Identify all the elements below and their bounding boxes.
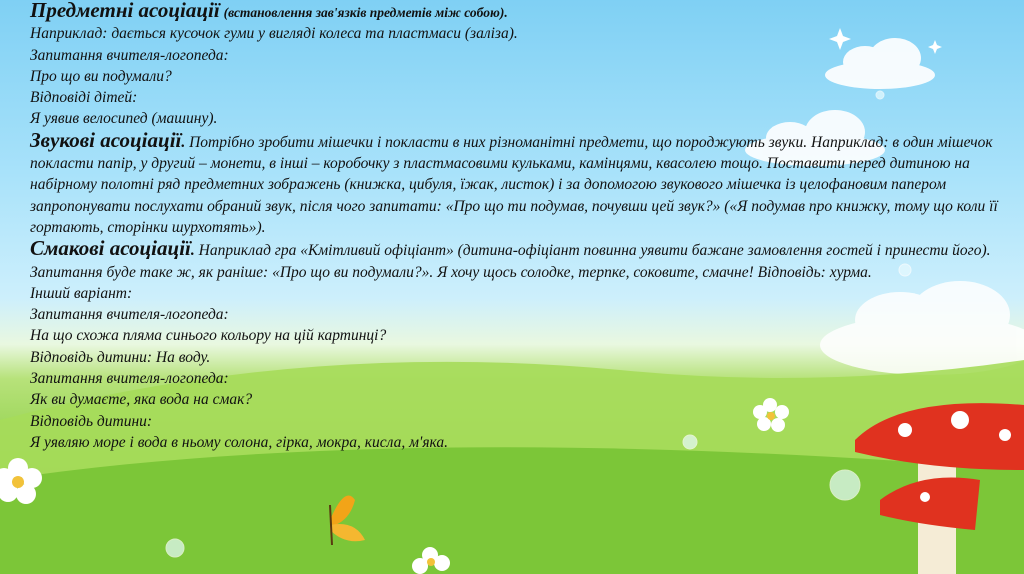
text-line: Запитання вчителя-логопеда: <box>30 46 229 64</box>
text-line: Наприклад: дається кусочок гуми у вигляді колеса та пластмаси (заліза). <box>30 25 518 43</box>
text-line: Відповідь дитини: На воду. <box>30 348 211 366</box>
text-line: Як ви думаєте, яка вода на смак? <box>30 391 253 409</box>
text-line: Я уявив велосипед (машину). <box>30 110 218 128</box>
text-line: На що схожа пляма синього кольору на цій картинці? <box>30 327 387 345</box>
text-line: Запитання вчителя-логопеда: <box>30 370 229 388</box>
text-line: Я уявляю море і вода в ньому солона, гірка, мокра, кисла, м'яка. <box>30 433 449 451</box>
hill <box>0 447 1024 574</box>
alt-variant-label: Інший варіант: <box>30 284 133 302</box>
heading-sound-associations: Звукові асоціації <box>30 127 182 152</box>
heading-taste-associations: Смакові асоціації <box>30 236 191 261</box>
heading-object-associations: Предметні асоціації <box>30 0 220 22</box>
paragraph-sound-associations: Потрібно зробити мішечки і покласти в них різноманітні предмети, що породжують звуки. Наприклад: в один мішечок покласти папір, у другий – монети, в інші – коробочку з пластмасовими кульками, камінцями, квасолею тощо. Поставити перед дитиною на набірному полотні ряд предметних зображень (книжка, цибуля, їжак, листок) і за допомогою звукового мішечка із целофановим папером запропонувати послухати обраний звук, після чого запитати: «Про що ти подумав, почувши цей звук?» («Я подумав про книжку, тому що коли її гортають, сторінки шурхотять»). <box>30 133 998 236</box>
text-line: Відповіді дітей: <box>30 89 138 107</box>
text-line: Запитання вчителя-логопеда: <box>30 306 229 324</box>
subheading-object-associations: (встановлення зав'язків предметів між собою). <box>223 5 508 20</box>
paragraph-taste-associations: Наприклад гра «Кмітливий офіціант» (дитина-офіціант повинна уявити бажане замовлення гостей і принести його). Запитання буде таке ж, як раніше: «Про що ви подумали?». Я хочу щось солодке, терпке, соковите, смачне! Відповідь: хурма. <box>30 242 991 281</box>
text-line: Про що ви подумали? <box>30 67 172 85</box>
text-line: Відповідь дитини: <box>30 412 153 430</box>
slide-text: Предметні асоціації (встановлення зав'язків предметів між собою). Наприклад: дається кусочок гуми у вигляді колеса та пластмаси (заліза). Запитання вчителя-логопеда: Про що ви подумали? Відповіді дітей: Я уявив велосипед (машину). Звукові асоціації. Потрібно зробити мішечки і покласти в них різноманітні предмети, що породжують звуки. Наприклад: в один мішечок покласти папір, у другий – монети, в інші – коробочку з пластмасовими кульками, камінцями, квасолею тощо. Поставити перед дитиною на набірному полотні ряд предметних зображень (книжка, цибуля, їжак, листок) і за допомогою звукового мішечка із целофановим папером запропонувати послухати обраний звук, після чого запитати: «Про що ти подумав, почувши цей звук?» («Я подумав про книжку, тому що коли її гортають, сторінки шурхотять»). Смакові асоціації. Наприклад гра «Кмітливий офіціант» (дитина-офіціант повинна уявити бажане замовлення гостей і принести його). Запитання буде таке ж, як раніше: «Про що ви подумали?». Я хочу щось солодке, терпке, соковите, смачне! Відповідь: хурма. Інший варіант: Запитання вчителя-логопеда: На що схожа пляма синього кольору на цій картинці? Відповідь дитини: На воду. Запитання вчителя-логопеда: Як ви думаєте, яка вода на смак? Відповідь дитини: Я уявляю море і вода в ньому солона, гірка, мокра, кисла, м'яка. <box>30 0 1005 453</box>
